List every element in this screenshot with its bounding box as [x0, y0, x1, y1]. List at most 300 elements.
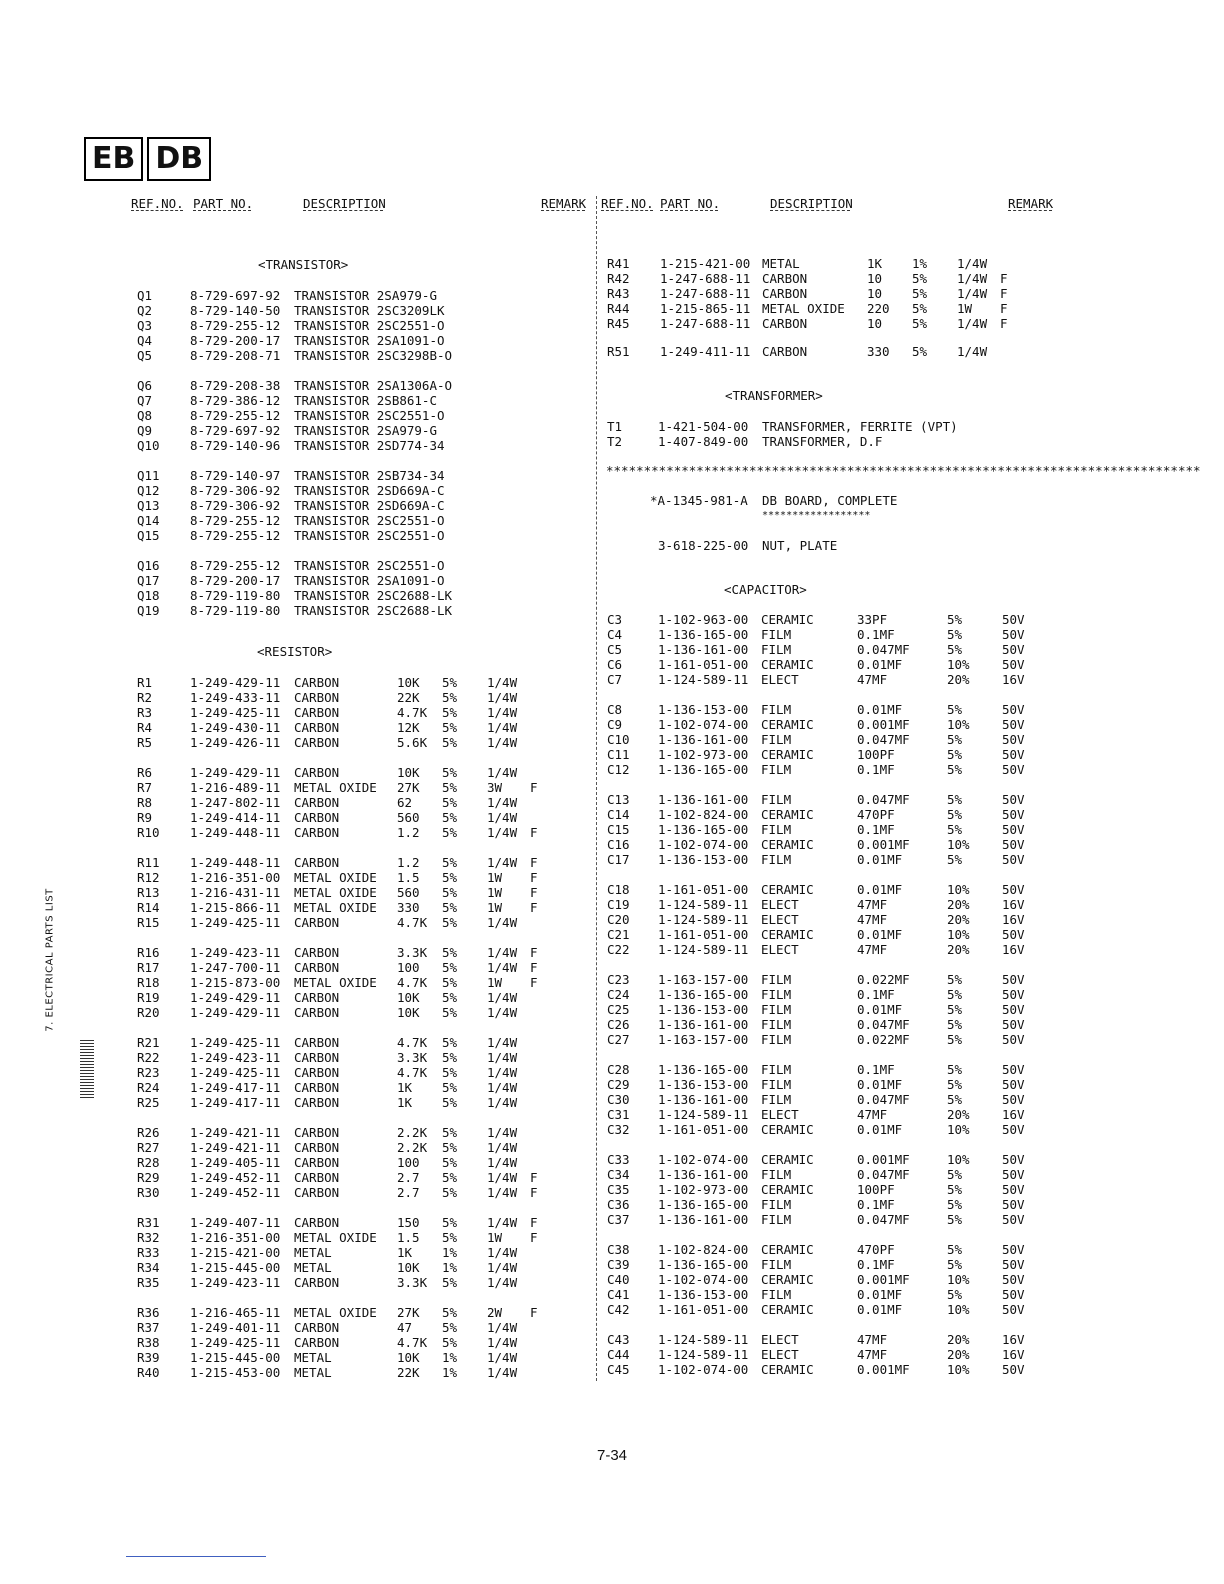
cell-ref: C20 — [607, 912, 630, 927]
cell-remark: F — [530, 825, 538, 840]
group-spacer — [607, 867, 1057, 882]
cell-value: 10 — [867, 286, 883, 301]
cell-value: 4.7K — [397, 1035, 428, 1050]
cell-desc: CERAMIC — [761, 657, 814, 672]
cell-ref: C31 — [607, 1107, 630, 1122]
cell-part: 8-729-208-38 — [190, 378, 281, 393]
cell-value: 12K — [397, 720, 420, 735]
nut-desc: NUT, PLATE — [762, 538, 838, 553]
cell-tol: 1% — [442, 1350, 458, 1365]
cell-part: 1-215-445-00 — [190, 1260, 281, 1275]
cell-value: 0.047MF — [857, 1167, 910, 1182]
capacitor-row — [607, 1257, 1057, 1272]
header-part-no: PART NO. — [193, 196, 254, 211]
cell-desc: CARBON — [294, 855, 340, 870]
cell-remark: F — [1000, 271, 1008, 286]
cell-part: 1-163-157-00 — [658, 1032, 749, 1047]
cell-part: 1-136-165-00 — [658, 627, 749, 642]
group-spacer — [607, 1047, 1057, 1062]
cell-part: 1-124-589-11 — [658, 942, 749, 957]
cell-desc: METAL OXIDE — [762, 301, 845, 316]
cell-desc: CARBON — [294, 1215, 340, 1230]
cell-tol: 5% — [947, 747, 963, 762]
capacitor-row — [607, 1272, 1057, 1287]
cell-desc: TRANSISTOR 2SC2551-O — [294, 513, 445, 528]
cell-value: 47MF — [857, 942, 888, 957]
cell-ref: C42 — [607, 1302, 630, 1317]
resistor-row — [137, 1275, 587, 1290]
group-spacer — [607, 1137, 1057, 1152]
resistor-list — [607, 256, 1057, 331]
cell-desc: TRANSISTOR 2SA979-G — [294, 288, 437, 303]
cell-rating: 1/4W — [957, 344, 988, 359]
cell-voltage: 50V — [1002, 1062, 1025, 1077]
cell-tol: 5% — [442, 975, 458, 990]
cell-value: 0.001MF — [857, 1362, 910, 1377]
resistor-row — [137, 1125, 587, 1140]
cell-tol: 10% — [947, 717, 970, 732]
header-description: DESCRIPTION — [303, 196, 386, 211]
cell-part: 1-249-425-11 — [190, 705, 281, 720]
cell-ref: R29 — [137, 1170, 160, 1185]
cell-rating: 1/4W — [487, 855, 518, 870]
group-spacer — [137, 1020, 587, 1035]
cell-ref: Q8 — [137, 408, 153, 423]
cell-value: 1.5 — [397, 1230, 420, 1245]
cell-desc: TRANSISTOR 2SC3298B-O — [294, 348, 453, 363]
cell-ref: Q1 — [137, 288, 153, 303]
cell-tol: 10% — [947, 1152, 970, 1167]
cell-tol: 5% — [947, 1002, 963, 1017]
cell-part: 1-136-161-00 — [658, 1167, 749, 1182]
cell-rating: 1/4W — [487, 1335, 518, 1350]
cell-part: 1-215-445-00 — [190, 1350, 281, 1365]
cell-desc: METAL — [294, 1245, 332, 1260]
cell-rating: 1/4W — [487, 1170, 518, 1185]
cell-rating: 1/4W — [487, 1125, 518, 1140]
cell-rating: 1/4W — [487, 1245, 518, 1260]
cell-part: 1-124-589-11 — [658, 1107, 749, 1122]
cell-tol: 5% — [947, 627, 963, 642]
cell-part: 1-249-421-11 — [190, 1125, 281, 1140]
cell-ref: Q10 — [137, 438, 160, 453]
cell-desc: METAL OXIDE — [294, 870, 377, 885]
cell-tol: 5% — [442, 990, 458, 1005]
cell-rating: 1/4W — [487, 1275, 518, 1290]
resistor-row — [137, 870, 587, 885]
cell-voltage: 50V — [1002, 1017, 1025, 1032]
resistor-row — [607, 271, 1057, 286]
cell-tol: 5% — [947, 762, 963, 777]
cell-desc: TRANSISTOR 2SC2551-O — [294, 318, 445, 333]
cell-rating: 1/4W — [487, 810, 518, 825]
capacitor-row — [607, 1212, 1057, 1227]
cell-voltage: 50V — [1002, 732, 1025, 747]
cell-tol: 10% — [947, 657, 970, 672]
cell-voltage: 16V — [1002, 1332, 1025, 1347]
cell-ref: C17 — [607, 852, 630, 867]
cell-desc: METAL — [762, 256, 800, 271]
cell-rating: 1/4W — [487, 990, 518, 1005]
cell-remark: F — [530, 780, 538, 795]
cell-ref: R13 — [137, 885, 160, 900]
cell-value: 0.01MF — [857, 702, 903, 717]
cell-ref: R39 — [137, 1350, 160, 1365]
cell-value: 10K — [397, 765, 420, 780]
capacitor-row — [607, 897, 1057, 912]
cell-desc: TRANSISTOR 2SA1091-O — [294, 333, 445, 348]
cell-part: 1-161-051-00 — [658, 1122, 749, 1137]
cell-desc: TRANSFORMER, FERRITE (VPT) — [762, 419, 958, 434]
cell-desc: CARBON — [294, 1125, 340, 1140]
cell-part: 1-247-688-11 — [660, 316, 751, 331]
cell-voltage: 50V — [1002, 612, 1025, 627]
cell-ref: Q18 — [137, 588, 160, 603]
cell-remark: F — [530, 855, 538, 870]
cell-desc: METAL — [294, 1260, 332, 1275]
cell-desc: FILM — [761, 1197, 792, 1212]
cell-ref: C4 — [607, 627, 623, 642]
cell-tol: 5% — [442, 780, 458, 795]
cell-tol: 5% — [947, 1182, 963, 1197]
cell-desc: CERAMIC — [761, 1122, 814, 1137]
cell-tol: 10% — [947, 927, 970, 942]
cell-part: 1-247-802-11 — [190, 795, 281, 810]
cell-value: 10K — [397, 675, 420, 690]
cell-remark: F — [530, 1305, 538, 1320]
cell-desc: TRANSISTOR 2SD669A-C — [294, 498, 445, 513]
cell-part: 1-215-453-00 — [190, 1365, 281, 1380]
transistor-row — [137, 528, 577, 543]
cell-value: 2.7 — [397, 1185, 420, 1200]
section-title-transformer: <TRANSFORMER> — [725, 388, 823, 403]
cell-tol: 5% — [947, 987, 963, 1002]
cell-value: 100PF — [857, 747, 895, 762]
cell-rating: 1/4W — [487, 1350, 518, 1365]
cell-ref: Q4 — [137, 333, 153, 348]
cell-ref: R45 — [607, 316, 630, 331]
cell-part: 1-102-074-00 — [658, 837, 749, 852]
cell-ref: C27 — [607, 1032, 630, 1047]
capacitor-row — [607, 1002, 1057, 1017]
cell-part: 1-102-963-00 — [658, 612, 749, 627]
cell-value: 0.01MF — [857, 852, 903, 867]
resistor-row — [137, 900, 587, 915]
cell-desc: TRANSISTOR 2SD669A-C — [294, 483, 445, 498]
cell-desc: TRANSISTOR 2SC2688-LK — [294, 588, 453, 603]
cell-tol: 5% — [442, 1140, 458, 1155]
cell-part: 1-102-074-00 — [658, 717, 749, 732]
cell-tol: 5% — [912, 301, 928, 316]
cell-desc: TRANSISTOR 2SA1091-O — [294, 573, 445, 588]
separator-stars: ******************************************************************************* — [606, 463, 1201, 478]
cell-part: 8-729-697-92 — [190, 423, 281, 438]
cell-value: 470PF — [857, 1242, 895, 1257]
cell-ref: R25 — [137, 1095, 160, 1110]
cell-desc: CARBON — [294, 960, 340, 975]
cell-part: 1-249-425-11 — [190, 915, 281, 930]
cell-desc: TRANSISTOR 2SB861-C — [294, 393, 437, 408]
cell-part: 1-102-074-00 — [658, 1152, 749, 1167]
cell-rating: 1/4W — [487, 1065, 518, 1080]
cell-desc: CERAMIC — [761, 882, 814, 897]
cell-value: 0.022MF — [857, 1032, 910, 1047]
cell-part: 1-124-589-11 — [658, 1347, 749, 1362]
cell-ref: C19 — [607, 897, 630, 912]
cell-desc: METAL OXIDE — [294, 900, 377, 915]
resistor-row — [137, 735, 587, 750]
cell-desc: CARBON — [294, 1320, 340, 1335]
cell-voltage: 50V — [1002, 1287, 1025, 1302]
cell-desc: CARBON — [294, 1140, 340, 1155]
cell-ref: C34 — [607, 1167, 630, 1182]
cell-value: 0.047MF — [857, 732, 910, 747]
cell-value: 470PF — [857, 807, 895, 822]
cell-ref: C24 — [607, 987, 630, 1002]
cell-part: 1-136-153-00 — [658, 852, 749, 867]
cell-ref: C38 — [607, 1242, 630, 1257]
group-spacer — [137, 1200, 587, 1215]
cell-ref: C21 — [607, 927, 630, 942]
cell-value: 100 — [397, 1155, 420, 1170]
cell-voltage: 16V — [1002, 912, 1025, 927]
capacitor-row — [607, 852, 1057, 867]
transistor-row — [137, 513, 577, 528]
cell-voltage: 50V — [1002, 1152, 1025, 1167]
cell-part: 1-161-051-00 — [658, 882, 749, 897]
cell-desc: CERAMIC — [761, 927, 814, 942]
cell-ref: R3 — [137, 705, 153, 720]
resistor-row — [137, 1320, 587, 1335]
cell-value: 4.7K — [397, 915, 428, 930]
resistor-row — [137, 945, 587, 960]
cell-ref: C12 — [607, 762, 630, 777]
cell-desc: CERAMIC — [761, 1302, 814, 1317]
cell-desc: CARBON — [294, 735, 340, 750]
cell-desc: CARBON — [294, 1035, 340, 1050]
cell-ref: R28 — [137, 1155, 160, 1170]
cell-rating: 2W — [487, 1305, 503, 1320]
cell-tol: 5% — [442, 735, 458, 750]
cell-rating: 1/4W — [487, 735, 518, 750]
cell-desc: ELECT — [761, 1347, 799, 1362]
cell-tol: 20% — [947, 912, 970, 927]
cell-tol: 10% — [947, 1362, 970, 1377]
cell-tol: 5% — [442, 1230, 458, 1245]
capacitor-row — [607, 1197, 1057, 1212]
cell-part: 1-136-165-00 — [658, 1062, 749, 1077]
cell-ref: C25 — [607, 1002, 630, 1017]
cell-value: 330 — [397, 900, 420, 915]
cell-part: 1-247-688-11 — [660, 286, 751, 301]
section-title-capacitor: <CAPACITOR> — [724, 582, 807, 597]
cell-part: 1-161-051-00 — [658, 657, 749, 672]
group-spacer — [137, 363, 577, 378]
resistor-row — [137, 720, 587, 735]
cell-part: 8-729-140-50 — [190, 303, 281, 318]
cell-part: 1-215-873-00 — [190, 975, 281, 990]
resistor-row — [137, 1080, 587, 1095]
cell-rating: 1W — [487, 870, 503, 885]
cell-tol: 10% — [947, 882, 970, 897]
header-rule — [660, 210, 718, 211]
cell-tol: 5% — [442, 1005, 458, 1020]
cell-part: 1-249-423-11 — [190, 1275, 281, 1290]
cell-rating: 1W — [487, 1230, 503, 1245]
cell-voltage: 50V — [1002, 882, 1025, 897]
cell-ref: R18 — [137, 975, 160, 990]
cell-desc: CARBON — [294, 825, 340, 840]
cell-value: 0.1MF — [857, 762, 895, 777]
cell-part: 1-249-425-11 — [190, 1335, 281, 1350]
capacitor-row — [607, 987, 1057, 1002]
cell-voltage: 50V — [1002, 987, 1025, 1002]
cell-part: 1-249-421-11 — [190, 1140, 281, 1155]
cell-tol: 5% — [947, 807, 963, 822]
cell-desc: CARBON — [294, 1095, 340, 1110]
cell-value: 0.047MF — [857, 1017, 910, 1032]
capacitor-row — [607, 642, 1057, 657]
cell-desc: CARBON — [762, 344, 808, 359]
cell-part: 8-729-200-17 — [190, 333, 281, 348]
cell-part: 1-102-074-00 — [658, 1362, 749, 1377]
transistor-row — [137, 393, 577, 408]
cell-ref: Q7 — [137, 393, 153, 408]
cell-ref: R12 — [137, 870, 160, 885]
cell-value: 0.01MF — [857, 657, 903, 672]
cell-voltage: 50V — [1002, 807, 1025, 822]
cell-value: 100 — [397, 960, 420, 975]
cell-voltage: 50V — [1002, 1302, 1025, 1317]
cell-ref: C40 — [607, 1272, 630, 1287]
cell-tol: 5% — [947, 1077, 963, 1092]
cell-value: 27K — [397, 780, 420, 795]
column-divider — [596, 196, 597, 1381]
cell-part: 1-216-489-11 — [190, 780, 281, 795]
resistor-row — [607, 344, 1057, 359]
cell-desc: ELECT — [761, 672, 799, 687]
side-label — [40, 880, 60, 1040]
capacitor-row — [607, 927, 1057, 942]
cell-ref: Q13 — [137, 498, 160, 513]
cell-desc: CERAMIC — [761, 1242, 814, 1257]
cell-remark: F — [530, 1185, 538, 1200]
cell-part: 1-136-161-00 — [658, 1092, 749, 1107]
transistor-row — [137, 438, 577, 453]
resistor-row — [137, 1335, 587, 1350]
cell-value: 0.1MF — [857, 822, 895, 837]
cell-tol: 5% — [442, 690, 458, 705]
cell-part: 1-136-161-00 — [658, 792, 749, 807]
cell-value: 3.3K — [397, 1050, 428, 1065]
cell-part: 1-421-504-00 — [658, 419, 749, 434]
cell-part: 1-249-429-11 — [190, 1005, 281, 1020]
cell-part: 1-136-161-00 — [658, 732, 749, 747]
resistor-row — [137, 825, 587, 840]
cell-part: 8-729-255-12 — [190, 528, 281, 543]
group-spacer — [137, 930, 587, 945]
capacitor-row — [607, 1032, 1057, 1047]
cell-remark: F — [530, 960, 538, 975]
cell-part: 1-136-161-00 — [658, 1212, 749, 1227]
cell-desc: CARBON — [294, 990, 340, 1005]
cell-tol: 5% — [442, 1065, 458, 1080]
cell-remark: F — [530, 1230, 538, 1245]
cell-voltage: 50V — [1002, 1122, 1025, 1137]
resistor-row — [137, 1215, 587, 1230]
cell-value: 0.047MF — [857, 1212, 910, 1227]
cell-ref: R19 — [137, 990, 160, 1005]
cell-part: 1-136-153-00 — [658, 1002, 749, 1017]
cell-part: 1-136-161-00 — [658, 642, 749, 657]
cell-desc: CARBON — [294, 1335, 340, 1350]
cell-value: 1.2 — [397, 825, 420, 840]
section-title-transistor: <TRANSISTOR> — [258, 257, 349, 272]
cell-part: 1-247-700-11 — [190, 960, 281, 975]
cell-ref: Q16 — [137, 558, 160, 573]
cell-ref: Q5 — [137, 348, 153, 363]
cell-voltage: 50V — [1002, 747, 1025, 762]
cell-desc: TRANSISTOR 2SC2551-O — [294, 528, 445, 543]
cell-value: 100PF — [857, 1182, 895, 1197]
cell-value: 0.01MF — [857, 927, 903, 942]
cell-tol: 5% — [442, 1095, 458, 1110]
cell-voltage: 50V — [1002, 822, 1025, 837]
cell-rating: 1/4W — [487, 675, 518, 690]
cell-ref: R10 — [137, 825, 160, 840]
cell-ref: R32 — [137, 1230, 160, 1245]
transistor-row — [137, 378, 577, 393]
cell-part: 1-216-465-11 — [190, 1305, 281, 1320]
capacitor-row — [607, 702, 1057, 717]
cell-rating: 1/4W — [487, 915, 518, 930]
cell-ref: C16 — [607, 837, 630, 852]
capacitor-row — [607, 627, 1057, 642]
cell-voltage: 50V — [1002, 657, 1025, 672]
cell-ref: R16 — [137, 945, 160, 960]
cell-tol: 5% — [442, 810, 458, 825]
cell-part: 1-136-165-00 — [658, 822, 749, 837]
cell-value: 0.1MF — [857, 627, 895, 642]
capacitor-row — [607, 1122, 1057, 1137]
cell-voltage: 50V — [1002, 1242, 1025, 1257]
cell-part: 1-215-421-00 — [190, 1245, 281, 1260]
group-spacer — [607, 1317, 1057, 1332]
group-spacer — [137, 1110, 587, 1125]
cell-part: 1-249-452-11 — [190, 1185, 281, 1200]
cell-desc: METAL OXIDE — [294, 975, 377, 990]
cell-tol: 5% — [947, 1017, 963, 1032]
cell-tol: 5% — [442, 885, 458, 900]
cell-value: 47MF — [857, 897, 888, 912]
cell-rating: 1/4W — [487, 705, 518, 720]
cell-part: 1-249-429-11 — [190, 990, 281, 1005]
cell-tol: 1% — [912, 256, 928, 271]
cell-desc: FILM — [761, 1062, 792, 1077]
cell-part: 1-136-153-00 — [658, 1077, 749, 1092]
resistor-row — [137, 810, 587, 825]
cell-value: 5.6K — [397, 735, 428, 750]
cell-value: 220 — [867, 301, 890, 316]
cell-desc: TRANSISTOR 2SA1306A-O — [294, 378, 453, 393]
cell-desc: FILM — [761, 1287, 792, 1302]
cell-part: 8-729-140-97 — [190, 468, 281, 483]
cell-value: 0.001MF — [857, 717, 910, 732]
cell-tol: 5% — [442, 1125, 458, 1140]
cell-tol: 5% — [912, 286, 928, 301]
cell-value: 10K — [397, 1005, 420, 1020]
cell-tol: 5% — [947, 1287, 963, 1302]
